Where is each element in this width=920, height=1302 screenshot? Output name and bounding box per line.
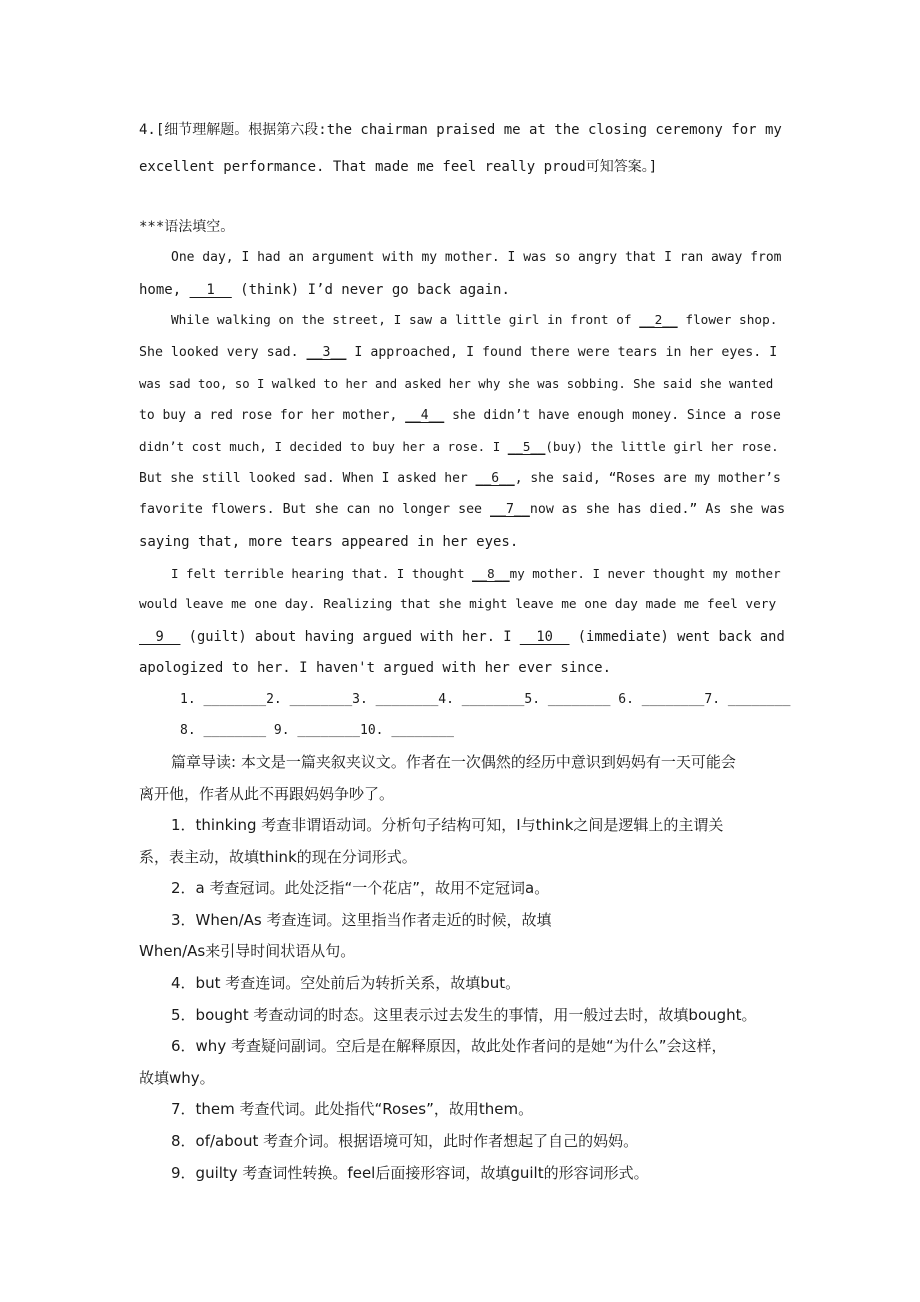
blank-2: __2__ xyxy=(639,313,678,328)
text-segment: my mother. I never thought my mother xyxy=(509,566,781,581)
answer-6-line-1: 6．why 考查疑问副词。空后是在解释原因，故此处作者问的是她“为什么”会这样， xyxy=(171,1037,727,1055)
answer-grid-row-1: 1. ________2. ________3. ________4. ________5. ________ 6. ________7. ________ xyxy=(180,692,791,707)
text-segment: flower shop. xyxy=(677,313,778,328)
text-segment: (guilt) about having argued with her. I xyxy=(180,629,520,645)
text-segment: I felt terrible hearing that. I thought xyxy=(171,566,473,581)
text-segment: (buy) the little girl her rose. xyxy=(545,439,779,454)
blank-6: __6__ xyxy=(475,471,515,486)
detail-answer-line-2: excellent performance. That made me feel really proud可知答案。] xyxy=(139,159,658,175)
passage-p1-line-2 xyxy=(139,280,784,300)
text-segment: I approached, I found there were tears in her eyes. I xyxy=(346,345,778,360)
text-segment: she didn’t have enough money. Since a rose xyxy=(444,408,781,423)
blank-1: __1__ xyxy=(189,282,232,298)
blank-5: __5__ xyxy=(507,439,546,454)
answer-8: 8．of/about 考查介词。根据语境可知，此时作者想起了自己的妈妈。 xyxy=(171,1132,639,1150)
passage-p2-line-6 xyxy=(139,469,784,489)
text-segment: While walking on the street, I saw a little girl in front of xyxy=(171,313,640,328)
blank-9: __9__ xyxy=(139,629,181,645)
passage-p3-line-4: apologized to her. I haven't argued with her ever since. xyxy=(139,660,612,676)
guide-line-1: 篇章导读: 本文是一篇夹叙夹议文。作者在一次偶然的经历中意识到妈妈有一天可能会 xyxy=(171,753,736,771)
blank-8: __8__ xyxy=(472,566,510,581)
text-segment: now as she has died.” As she was xyxy=(529,502,786,517)
answer-3-line-1: 3．When/As 考查连词。这里指当作者走近的时候，故填 xyxy=(171,911,552,929)
passage-p1-line-1: One day, I had an argument with my mother. I was so angry that I ran away from xyxy=(171,250,782,265)
answer-grid-row-2: 8. ________ 9. ________10. ________ xyxy=(180,723,454,738)
text-segment: (immediate) went back and xyxy=(569,629,785,645)
answer-1-line-2: 系，表主动，故填think的现在分词形式。 xyxy=(139,848,417,866)
answer-2: 2．a 考查冠词。此处泛指“一个花店”，故用不定冠词a。 xyxy=(171,879,550,897)
passage-p3-line-3 xyxy=(139,627,784,647)
detail-answer-line-1: 4.[细节理解题。根据第六段:the chairman praised me at the closing ceremony for my xyxy=(139,122,782,138)
passage-p2-line-8: saying that, more tears appeared in her eyes. xyxy=(139,534,519,550)
text-segment: home, xyxy=(139,282,190,298)
text-segment: (think) I’d never go back again. xyxy=(231,282,510,298)
passage-p2-line-7 xyxy=(139,500,784,520)
passage-p2-line-2 xyxy=(139,343,784,363)
guide-line-2: 离开他，作者从此不再跟妈妈争吵了。 xyxy=(139,785,395,803)
answer-4: 4．but 考查连词。空处前后为转折关系，故填but。 xyxy=(171,974,521,992)
answer-7: 7．them 考查代词。此处指代“Roses”，故用them。 xyxy=(171,1100,534,1118)
text-segment: to buy a red rose for her mother, xyxy=(139,408,406,423)
passage-p2-line-3: was sad too, so I walked to her and asked her why she was sobbing. She said she wanted xyxy=(139,377,774,391)
text-segment: She looked very sad. xyxy=(139,345,307,360)
answer-5: 5．bought 考查动词的时态。这里表示过去发生的事情，用一般过去时，故填bought。 xyxy=(171,1006,757,1024)
passage-p3-line-1 xyxy=(171,564,784,584)
answer-6-line-2: 故填why。 xyxy=(139,1069,215,1087)
section-title: ***语法填空。 xyxy=(139,219,235,235)
text-segment: , she said, “Roses are my mother’s xyxy=(514,471,781,486)
text-segment: didn’t cost much, I decided to buy her a rose. I xyxy=(139,439,508,454)
passage-p2-line-1 xyxy=(171,311,784,331)
answer-1-line-1: 1．thinking 考查非谓语动词。分析句子结构可知，I与think之间是逻辑上的主谓关 xyxy=(171,816,724,834)
blank-10: __10__ xyxy=(519,629,570,645)
passage-p2-line-4 xyxy=(139,406,784,426)
text-segment: But she still looked sad. When I asked her xyxy=(139,471,476,486)
passage-p2-line-5 xyxy=(139,437,784,457)
blank-3: __3__ xyxy=(306,345,347,360)
answer-3-line-2: When/As来引导时间状语从句。 xyxy=(139,942,356,960)
text-segment: favorite flowers. But she can no longer see xyxy=(139,502,490,517)
blank-4: __4__ xyxy=(405,408,445,423)
answer-9: 9．guilty 考查词性转换。feel后面接形容词，故填guilt的形容词形式。 xyxy=(171,1164,649,1182)
blank-7: __7__ xyxy=(490,502,530,517)
passage-p3-line-2: would leave me one day. Realizing that she might leave me one day made me feel very xyxy=(139,597,777,612)
